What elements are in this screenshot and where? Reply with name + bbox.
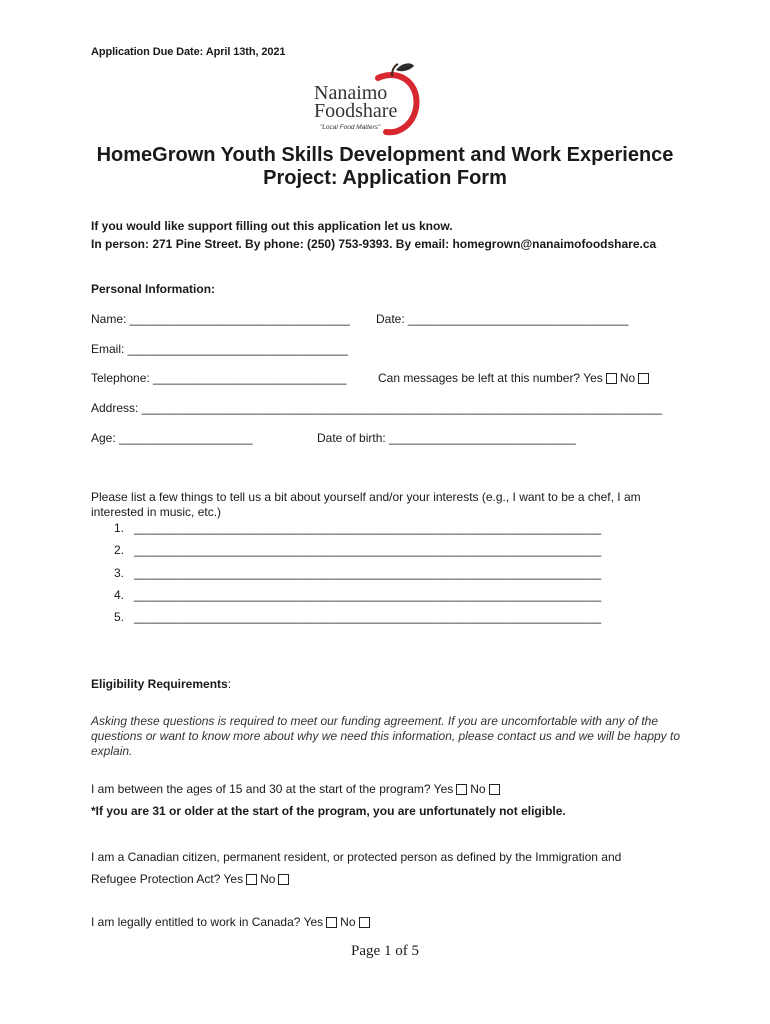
logo-tagline: "Local Food Matters" (320, 124, 381, 131)
age-no-checkbox[interactable] (489, 784, 500, 795)
work-no-checkbox[interactable] (359, 917, 370, 928)
age-eligibility-label: I am between the ages of 15 and 30 at the start of the program? Yes (91, 782, 454, 796)
eligibility-heading-text: Eligibility Requirements (91, 677, 228, 691)
logo-text-foodshare: Foodshare (314, 100, 398, 122)
age-no-label: No (470, 782, 486, 796)
interest-number: 1. (114, 521, 125, 535)
work-no-label: No (340, 915, 356, 929)
logo-text-nanaimo: Nanaimo (314, 82, 388, 104)
eligibility-note: Asking these questions is required to meet our funding agreement. If you are uncomfortable with any of the questions or want to know more about why we need this information, please contact us and we will be happy to explain. (91, 714, 681, 758)
citizen-question-line1: I am a Canadian citizen, permanent resident, or protected person as defined by the Immigration and (91, 850, 622, 864)
messages-question (378, 371, 652, 385)
work-question (91, 915, 373, 929)
eligibility-heading-colon: : (227, 677, 232, 691)
work-yes-checkbox[interactable] (326, 917, 337, 928)
age-eligibility-question (91, 782, 503, 796)
nanaimo-foodshare-logo (308, 62, 424, 138)
support-contact: In person: 271 Pine Street. By phone: (250) 753-9393. By email: homegrown@nanaimofoodshare.ca (91, 237, 657, 251)
eligibility-heading (91, 677, 231, 691)
interest-line-2[interactable]: ______________________________________________________________________ (134, 543, 602, 557)
interest-number: 2. (114, 543, 125, 557)
messages-no-label: No (619, 371, 636, 385)
page-number: Page 1 of 5 (351, 943, 419, 959)
age-field[interactable]: Age: ____________________ (91, 431, 253, 445)
citizen-no-label: No (260, 872, 276, 886)
citizen-question-label: Refugee Protection Act? Yes (91, 872, 244, 886)
form-title-line2: Project: Application Form (263, 167, 507, 189)
interest-number: 4. (114, 588, 125, 602)
interest-line-3[interactable]: ______________________________________________________________________ (134, 566, 602, 580)
interest-line-1[interactable]: ______________________________________________________________________ (134, 521, 602, 535)
form-title-line1: HomeGrown Youth Skills Development and Work Experience (96, 144, 674, 166)
interest-number: 5. (114, 610, 125, 624)
citizen-yes-checkbox[interactable] (246, 874, 257, 885)
messages-question-label: Can messages be left at this number? Yes (378, 371, 603, 385)
age-yes-checkbox[interactable] (456, 784, 467, 795)
messages-yes-checkbox[interactable] (606, 373, 617, 384)
interest-line-5[interactable]: ______________________________________________________________________ (134, 610, 602, 624)
work-question-label: I am legally entitled to work in Canada? Yes (91, 915, 324, 929)
support-intro: If you would like support filling out this application let us know. (91, 219, 453, 233)
interest-number: 3. (114, 566, 125, 580)
citizen-question (91, 872, 292, 886)
date-of-birth-field[interactable]: Date of birth: ____________________________ (317, 431, 576, 445)
name-field[interactable]: Name: _________________________________ (91, 312, 350, 326)
messages-no-checkbox[interactable] (638, 373, 649, 384)
due-date: Application Due Date: April 13th, 2021 (91, 46, 286, 58)
date-field[interactable]: Date: _________________________________ (376, 312, 629, 326)
interest-line-4[interactable]: ______________________________________________________________________ (134, 588, 602, 602)
interests-prompt: Please list a few things to tell us a bit about yourself and/or your interests (e.g., I want to be a chef, I am interested in music, etc.) (91, 490, 641, 519)
age-warning: *If you are 31 or older at the start of the program, you are unfortunately not eligible. (91, 804, 566, 818)
citizen-no-checkbox[interactable] (278, 874, 289, 885)
email-field[interactable]: Email: _________________________________ (91, 342, 348, 356)
personal-info-heading: Personal Information: (91, 282, 216, 296)
telephone-field[interactable]: Telephone: _____________________________ (91, 371, 347, 385)
address-field[interactable]: Address: ______________________________________________________________________________ (91, 401, 663, 415)
